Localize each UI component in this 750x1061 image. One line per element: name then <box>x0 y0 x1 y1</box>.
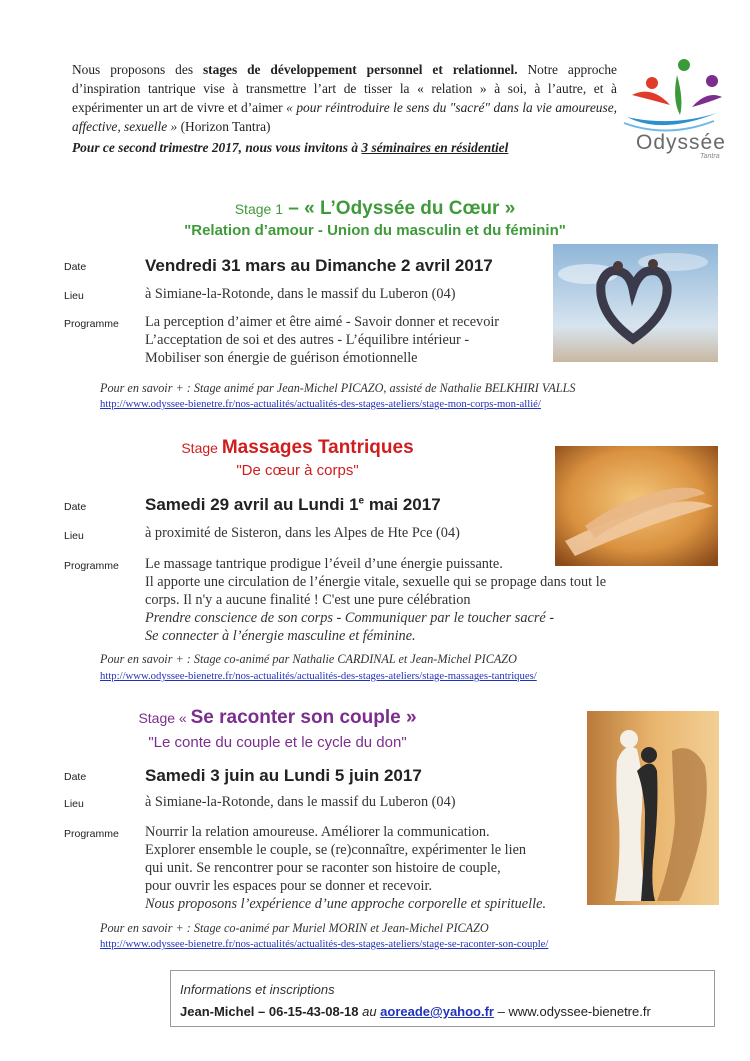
intro-paragraph: Nous proposons des stages de développement personnel et relationnel. Notre approche d’inspiration tantrique vise à transmettre l’art de tisser la « relation » à soi, à l’autre, et à expérimenter un art de vivre et d’aimer « pour réintroduire le sens du "sacré" dans la vie amoureuse, affective, sexuelle » (Horizon Tantra) <box>72 62 617 134</box>
invite-line: Pour ce second trimestre 2017, nous vous invitons à 3 séminaires en résidentiel <box>72 140 509 155</box>
stage3-lieu-label: Lieu <box>64 798 84 810</box>
info-contact: Jean-Michel – 06-15-43-08-18 <box>180 1004 359 1019</box>
stage1-date-label: Date <box>64 261 87 273</box>
stage3-title: Stage « Se raconter son couple » <box>138 707 417 728</box>
stage2-date: Samedi 29 avril au Lundi 1e mai 2017 <box>145 495 441 514</box>
stage2-title: Stage Massages Tantriques <box>181 437 414 458</box>
stage1-date: Vendredi 31 mars au Dimanche 2 avril 2017 <box>145 256 493 275</box>
intro-bold: stages de développement personnel et relationnel. <box>202 62 518 77</box>
info-contact-line: Jean-Michel – 06-15-43-08-18 au aoreade@yahoo.fr – www.odyssee-bienetre.fr <box>180 1004 651 1019</box>
stage3-lieu: à Simiane-la-Rotonde, dans le massif du Luberon (04) <box>145 794 456 810</box>
stage1-lieu: à Simiane-la-Rotonde, dans le massif du Luberon (04) <box>145 286 456 302</box>
stage3-subtitle: "Le conte du couple et le cycle du don" <box>148 734 407 751</box>
info-email-link[interactable]: aoreade@yahoo.fr <box>380 1004 494 1019</box>
stage2-programme: Le massage tantrique prodigue l’éveil d’une énergie puissante. Il apporte une circulation de l’énergie vitale, sexuelle qui se propage dans tout le corps. Il n'y a aucune finalité ! C'est une pure célébration Prendre conscience de son corps - Communiquer par le toucher sacré - Se connecter à l’énergie masculine et féminine. <box>145 556 607 644</box>
sculpture-couple-photo <box>587 711 719 905</box>
stage2-subtitle: "De cœur à corps" <box>236 462 359 479</box>
stage2-programme-label: Programme <box>64 560 119 572</box>
stage2-link[interactable]: http://www.odyssee-bienetre.fr/nos-actualités/actualités-des-stages-ateliers/stage-massages-tantriques/ <box>100 670 537 682</box>
stage1-programme: La perception d’aimer et être aimé - Savoir donner et recevoir L’acceptation de soi et des autres - L’équilibre intérieur - Mobiliser son énergie de guérison émotionnelle <box>145 314 500 366</box>
stage3-more: Pour en savoir + : Stage co-animé par Muriel MORIN et Jean-Michel PICAZO <box>100 921 489 935</box>
hands-photo <box>555 446 718 566</box>
stage2-lieu: à proximité de Sisteron, dans les Alpes de Hte Pce (04) <box>145 525 460 541</box>
stage3-date-label: Date <box>64 771 87 783</box>
heart-couple-photo <box>553 244 718 362</box>
stage3-date: Samedi 3 juin au Lundi 5 juin 2017 <box>145 766 422 785</box>
invite-underlined: 3 séminaires en résidentiel <box>361 140 509 155</box>
stage1-link[interactable]: http://www.odyssee-bienetre.fr/nos-actualités/actualités-des-stages-ateliers/stage-mon-corps-mon-allié/ <box>100 398 541 410</box>
info-site: – www.odyssee-bienetre.fr <box>494 1004 651 1019</box>
intro-quote: « pour réintroduire le sens du "sacré" dans la vie amoureuse, affective, sexuelle » <box>72 100 617 134</box>
logo-wordmark: Odyssée <box>636 131 726 154</box>
logo-subtitle: Tantra <box>700 153 720 160</box>
stage2-more: Pour en savoir + : Stage co-animé par Nathalie CARDINAL et Jean-Michel PICAZO <box>100 652 517 666</box>
info-title: Informations et inscriptions <box>180 982 335 997</box>
stage1-lieu-label: Lieu <box>64 290 84 302</box>
stage1-title: Stage 1 – « L’Odyssée du Cœur » <box>234 198 516 219</box>
stage2-date-label: Date <box>64 501 87 513</box>
stage2-lieu-label: Lieu <box>64 530 84 542</box>
stage1-subtitle: "Relation d’amour - Union du masculin et du féminin" <box>184 222 566 239</box>
stage3-link[interactable]: http://www.odyssee-bienetre.fr/nos-actualités/actualités-des-stages-ateliers/stage-se-raconter-son-couple/ <box>100 938 549 950</box>
stage1-programme-label: Programme <box>64 318 119 330</box>
stage3-programme: Nourrir la relation amoureuse. Améliorer la communication. Explorer ensemble le couple, se (re)connaître, expérimenter le lien qui unit. Se rencontrer pour se raconter son histoire de couple, pour ouvrir les espaces pour se donner et recevoir. Nous proposons l’expérience d’une approche corporelle et spirituelle. <box>145 824 547 912</box>
stage3-programme-label: Programme <box>64 828 119 840</box>
stage1-more: Pour en savoir + : Stage animé par Jean-Michel PICAZO, assisté de Nathalie BELKHIRI VALLS <box>100 381 576 395</box>
